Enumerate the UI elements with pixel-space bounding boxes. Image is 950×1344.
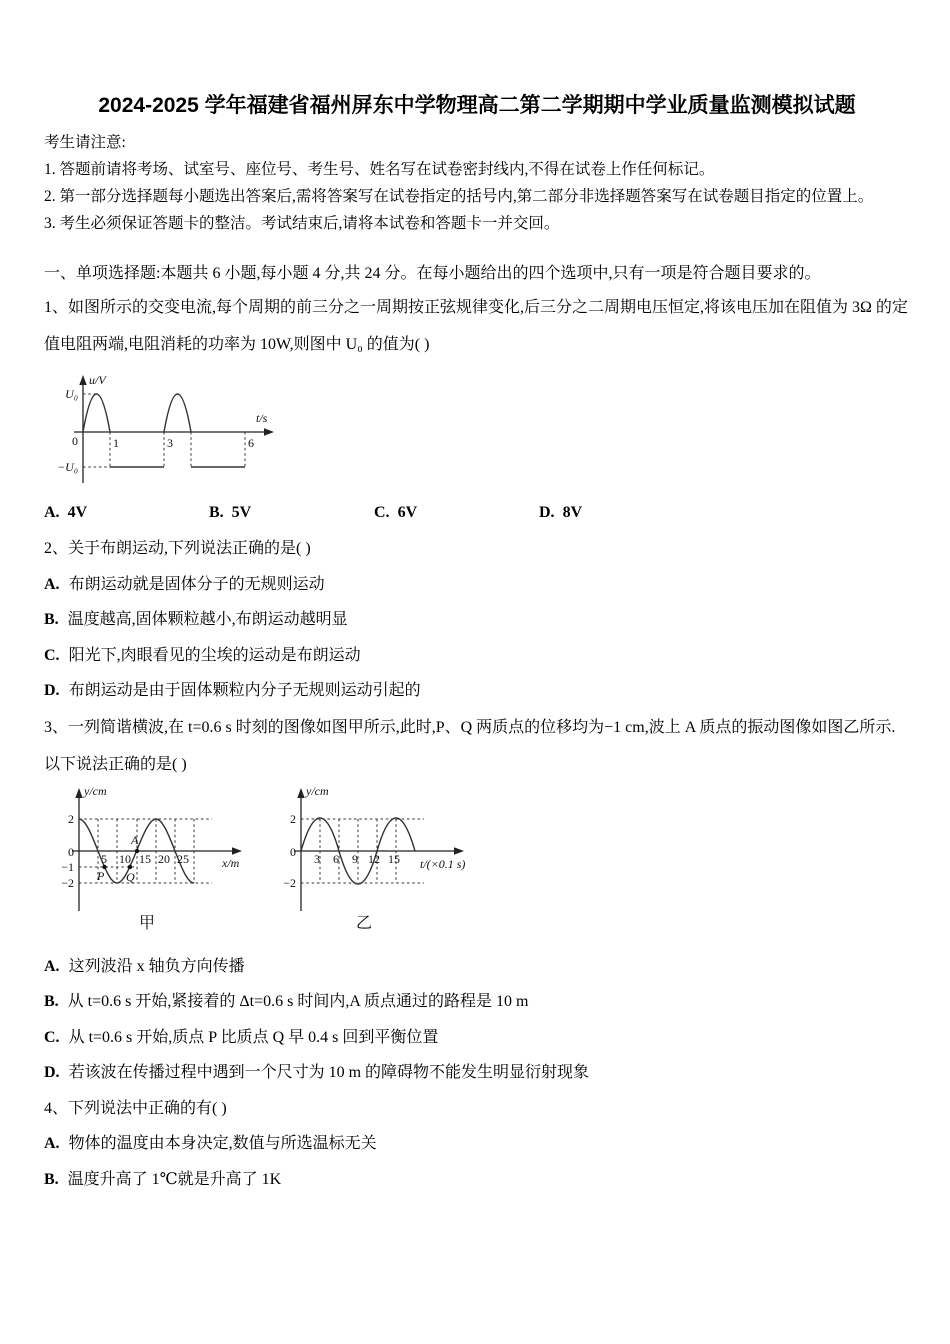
jia-xtick-15: 15: [139, 851, 151, 866]
yi-ylabel: y/cm: [306, 783, 329, 798]
q4-stem: 4、下列说法中正确的有( ): [44, 1099, 227, 1117]
jia-ylabel: y/cm: [84, 783, 107, 798]
fig1-tick-3: 3: [167, 436, 173, 450]
yi-caption: 乙: [356, 914, 373, 932]
question-4: [44, 1091, 910, 1198]
notice-line: 2. 第一部分选择题每小题选出答案后,需将答案写在试卷指定的括号内,第二部分非选择题答案写在试卷题目指定的位置上。: [44, 188, 874, 205]
jia-xtick-10: 10: [119, 851, 131, 866]
fig1-neg-u0-label: −U₀: [57, 460, 78, 474]
yi-xtick-3: 3: [314, 851, 320, 866]
yi-xtick-6: 6: [333, 851, 339, 866]
q2-stem: 2、关于布朗运动,下列说法正确的是( ): [44, 540, 311, 557]
q1-figure: [44, 371, 910, 489]
yi-ytick-neg2: −2: [283, 875, 296, 890]
y-axis-arrow: [75, 788, 82, 798]
label-a: A: [131, 832, 139, 847]
section1-heading: 一、单项选择题:本题共 6 小题,每小题 4 分,共 24 分。在每小题给出的四个选项中,只有一项是符合题目要求的。: [44, 265, 821, 282]
x-axis-arrow: [264, 428, 274, 436]
sine-hump-2: [164, 394, 191, 432]
label-q: Q: [126, 869, 135, 884]
q2-option-d: D. 布朗运动是由于固体颗粒内分子无规则运动引起的: [44, 682, 421, 699]
jia-ytick-0: 0: [68, 844, 74, 859]
q1-option-a: A. 4V: [44, 504, 88, 521]
question-2: [44, 531, 910, 709]
q2-option-b: B. 温度越高,固体颗粒越小,布朗运动越明显: [44, 611, 348, 628]
q3-stem: 3、一列简谐横波,在 t=0.6 s 时刻的图像如图甲所示,此时,P、Q 两质点的位移均为−1 cm,波上 A 质点的振动图像如图乙所示.以下说法正确的是( ): [44, 718, 896, 773]
fig1-origin-label: 0: [72, 434, 78, 448]
q3-option-c: C. 从 t=0.6 s 开始,质点 P 比质点 Q 早 0.4 s 回到平衡位置: [44, 1028, 439, 1046]
y-axis-arrow: [79, 375, 86, 385]
q1-option-c: C. 6V: [374, 504, 418, 521]
q3-option-a: A. 这列波沿 x 轴负方向传播: [44, 957, 245, 975]
notice-heading: 考生请注意:: [44, 134, 126, 151]
jia-xtick-20: 20: [158, 851, 170, 866]
vibration-graph-yi: [264, 783, 494, 933]
voltage-time-graph: [44, 371, 284, 489]
jia-xtick-25: 25: [177, 851, 189, 866]
jia-xlabel: x/m: [222, 855, 240, 870]
sine-hump-1: [83, 394, 110, 432]
q1-option-d: D. 8V: [539, 504, 583, 521]
q1-options-row: [44, 495, 910, 531]
wave-snapshot-graph-jia: [44, 783, 264, 933]
q1-stem: 1、如图所示的交变电流,每个周期的前三分之一周期按正弦规律变化,后三分之二周期电压恒定,将该电压加在阻值为 3Ω 的定值电阻两端,电阻消耗的功率为 10W,则图中 U₀ 的值为( ): [44, 299, 908, 353]
fig1-tick-6: 6: [248, 436, 254, 450]
jia-ytick-neg1: −1: [61, 859, 74, 874]
q3-options: [44, 949, 910, 1091]
jia-ytick-neg2: −2: [61, 875, 74, 890]
fig1-u0-label: U₀: [65, 387, 78, 401]
q4-option-a: A. 物体的温度由本身决定,数值与所选温标无关: [44, 1135, 377, 1152]
jia-xtick-5: 5: [101, 851, 107, 866]
page-title: 2024-2025 学年福建省福州屏东中学物理高二第二学期期中学业质量监测模拟试题: [98, 94, 856, 117]
q1-option-b: B. 5V: [209, 504, 252, 521]
q2-option-c: C. 阳光下,肉眼看见的尘埃的运动是布朗运动: [44, 646, 361, 664]
yi-xtick-12: 12: [368, 851, 380, 866]
q3-figures: [44, 783, 910, 933]
jia-ytick-2: 2: [68, 811, 74, 826]
notice-line: 1. 答题前请将考场、试室号、座位号、考生号、姓名写在试卷密封线内,不得在试卷上作任何标记。: [44, 161, 715, 178]
y-axis-arrow: [297, 788, 304, 798]
fig1-ylabel: u/V: [89, 373, 106, 387]
x-axis-arrow: [454, 847, 464, 855]
yi-xlabel: t/(×0.1 s): [420, 856, 466, 871]
fig1-xlabel: t/s: [256, 411, 268, 425]
jia-caption: 甲: [139, 914, 156, 932]
q3-option-b: B. 从 t=0.6 s 开始,紧接着的 Δt=0.6 s 时间内,A 质点通过的路程是 10 m: [44, 993, 529, 1010]
yi-xtick-15: 15: [388, 851, 400, 866]
yi-ytick-2: 2: [290, 811, 296, 826]
x-axis-arrow: [232, 847, 242, 855]
fig1-tick-1: 1: [113, 436, 119, 450]
q3-option-d: D. 若该波在传播过程中遇到一个尺寸为 10 m 的障碍物不能发生明显衍射现象: [44, 1064, 590, 1081]
q2-option-a: A. 布朗运动就是固体分子的无规则运动: [44, 575, 325, 593]
yi-ytick-0: 0: [290, 844, 296, 859]
yi-xtick-9: 9: [352, 851, 358, 866]
label-p: P: [97, 868, 105, 883]
notice-section: [44, 129, 910, 237]
notice-line: 3. 考生必须保证答题卡的整洁。考试结束后,请将本试卷和答题卡一并交回。: [44, 215, 560, 232]
q4-option-b: B. 温度升高了 1℃就是升高了 1K: [44, 1170, 282, 1188]
